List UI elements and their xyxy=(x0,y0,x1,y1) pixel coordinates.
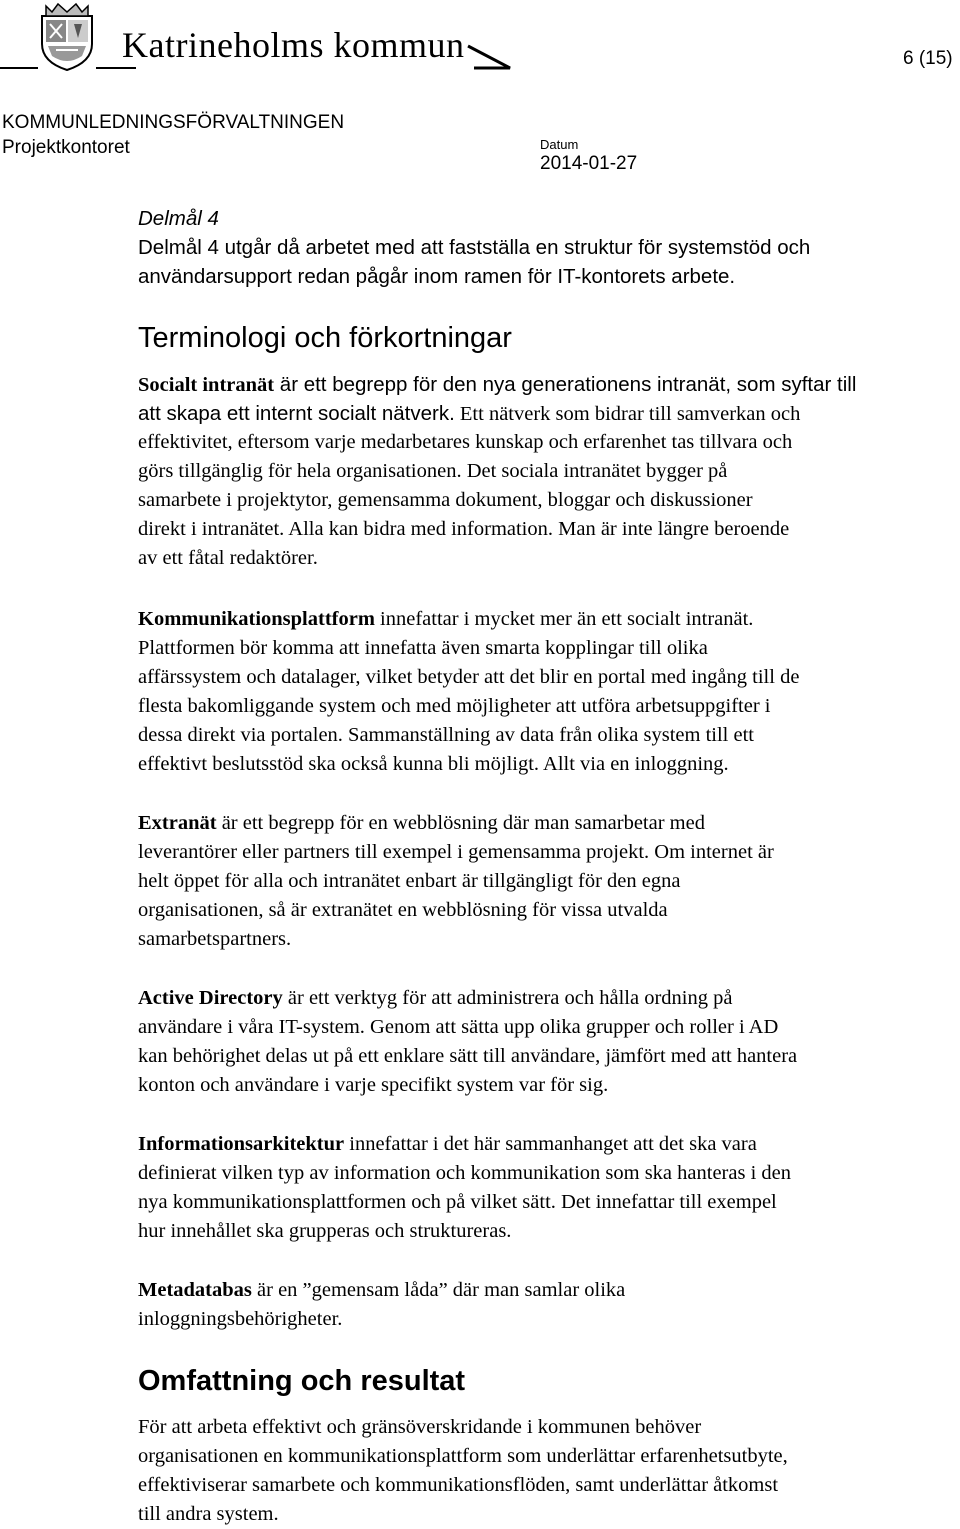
paragraph-line: kan behörighet delas ut på ett enklare sätt till användare, jämfört med att hantera xyxy=(138,1045,798,1067)
paragraph-line: görs tillgänglig för hela organisationen. Det sociala intranätet bygger på xyxy=(138,460,728,482)
paragraph-line: Delmål 4 utgår då arbetet med att fastställa en struktur för systemstöd och xyxy=(138,236,811,259)
paragraph-line: effektivt beslutsstöd ska också kunna bli möjligt. Allt via en inloggning. xyxy=(138,753,729,775)
informationsarkitektur-paragraph xyxy=(138,1130,791,1246)
term-active-directory: Active Directory xyxy=(138,987,283,1009)
paragraph-line: nya kommunikationsplattformen och på vilket sätt. Det innefattar till exempel xyxy=(138,1191,777,1213)
paragraph-line: konton och användare i varje specifikt system var för sig. xyxy=(138,1074,609,1096)
paragraph-line: För att arbeta effektivt och gränsöverskridande i kommunen behöver xyxy=(138,1416,702,1438)
terminology-heading: Terminologi och förkortningar xyxy=(138,322,512,354)
paragraph-line: inloggningsbehörigheter. xyxy=(138,1308,343,1330)
paragraph-line: användare i våra IT-system. Genom att sätta upp olika grupper och roller i AD xyxy=(138,1016,779,1038)
paragraph-line xyxy=(138,399,856,428)
line-segment: Ett nätverk som bidrar till samverkan och xyxy=(454,403,801,425)
paragraph-line: till andra system. xyxy=(138,1503,279,1525)
term-informationsarkitektur: Informationsarkitektur xyxy=(138,1133,345,1155)
paragraph-line: flesta bakomliggande system och med möjligheter att utföra arbetsuppgifter i xyxy=(138,695,771,717)
paragraph-line xyxy=(138,984,797,1013)
page-number: 6 (15) xyxy=(903,48,953,69)
paragraph-line: användarsupport redan pågår inom ramen för IT-kontorets arbete. xyxy=(138,265,736,288)
paragraph-line xyxy=(138,605,799,634)
paragraph-line: effektivitet, eftersom varje medarbetares kunskap och erfarenhet tas tillvara och xyxy=(138,431,793,453)
paragraph-line: definierat vilken typ av information och kommunikation som ska hanteras i den xyxy=(138,1162,791,1184)
metadatabas-paragraph xyxy=(138,1276,625,1334)
header-rule-swoosh xyxy=(464,40,524,72)
paragraph-line: av ett fåtal redaktörer. xyxy=(138,547,318,569)
paragraph-line: effektiviserar samarbete och kommunikationsflöden, samt underlättar åtkomst xyxy=(138,1474,779,1496)
term-definition: är ett begrepp för en webblösning där man samarbetar med xyxy=(216,812,705,834)
delmal-heading: Delmål 4 xyxy=(138,207,219,230)
term-definition: är ett begrepp för den nya generationens intranät, som syftar till xyxy=(274,373,857,396)
unit-name: Projektkontoret xyxy=(2,137,130,158)
paragraph-line xyxy=(138,809,774,838)
paragraph-line xyxy=(138,370,856,399)
paragraph-line: dessa direkt via portalen. Sammanställning av data från olika system till ett xyxy=(138,724,754,746)
paragraph-line xyxy=(138,1130,791,1159)
line-segment: att skapa ett internt socialt nätverk. xyxy=(138,402,455,425)
omfattning-paragraph xyxy=(138,1413,788,1529)
paragraph-line: direkt i intranätet. Alla kan bidra med information. Man är inte längre beroende xyxy=(138,518,790,540)
term-definition: innefattar i mycket mer än ett socialt intranät. xyxy=(374,608,754,630)
omfattning-heading: Omfattning och resultat xyxy=(138,1365,466,1397)
extranat-paragraph xyxy=(138,809,774,954)
active-directory-paragraph xyxy=(138,984,797,1100)
paragraph-line: Plattformen bör komma att innefatta även smarta kopplingar till olika xyxy=(138,637,708,659)
paragraph-line: affärssystem och datalager, vilket betyder att det blir en portal med ingång till de xyxy=(138,666,800,688)
delmal-paragraph xyxy=(138,233,810,291)
date-label: Datum xyxy=(540,137,579,152)
term-socialt-intranat: Socialt intranät xyxy=(138,374,275,396)
paragraph-line: organisationen, så är extranätet en webblösning för vissa utvalda xyxy=(138,899,668,921)
term-definition: är en ”gemensam låda” där man samlar olika xyxy=(251,1279,626,1301)
socialt-intranat-paragraph xyxy=(138,370,856,573)
term-extranat: Extranät xyxy=(138,812,217,834)
kommunikationsplattform-paragraph xyxy=(138,605,799,779)
paragraph-line: helt öppet för alla och intranätet enbart är tillgängligt för den egna xyxy=(138,870,681,892)
term-definition: innefattar i det här sammanhanget att det ska vara xyxy=(344,1133,757,1155)
paragraph-line: organisationen en kommunikationsplattform som underlättar erfarenhetsutbyte, xyxy=(138,1445,788,1467)
term-definition: är ett verktyg för att administrera och hålla ordning på xyxy=(282,987,733,1009)
org-logo-text: Katrineholms kommun xyxy=(122,25,465,65)
department-name: KOMMUNLEDNINGSFÖRVALTNINGEN xyxy=(2,112,345,133)
paragraph-line: hur innehållet ska grupperas och struktureras. xyxy=(138,1220,512,1242)
paragraph-line: leverantörer eller partners till exempel i gemensamma projekt. Om internet är xyxy=(138,841,774,863)
coat-of-arms-logo xyxy=(38,2,96,72)
term-kommunikationsplattform: Kommunikationsplattform xyxy=(138,608,375,630)
term-metadatabas: Metadatabas xyxy=(138,1279,252,1301)
date-value: 2014-01-27 xyxy=(540,153,638,174)
paragraph-line xyxy=(138,1276,625,1305)
paragraph-line: samarbete i projektytor, gemensamma dokument, bloggar och diskussioner xyxy=(138,489,753,511)
header-rule-left xyxy=(0,67,38,69)
paragraph-line: samarbetspartners. xyxy=(138,928,292,950)
